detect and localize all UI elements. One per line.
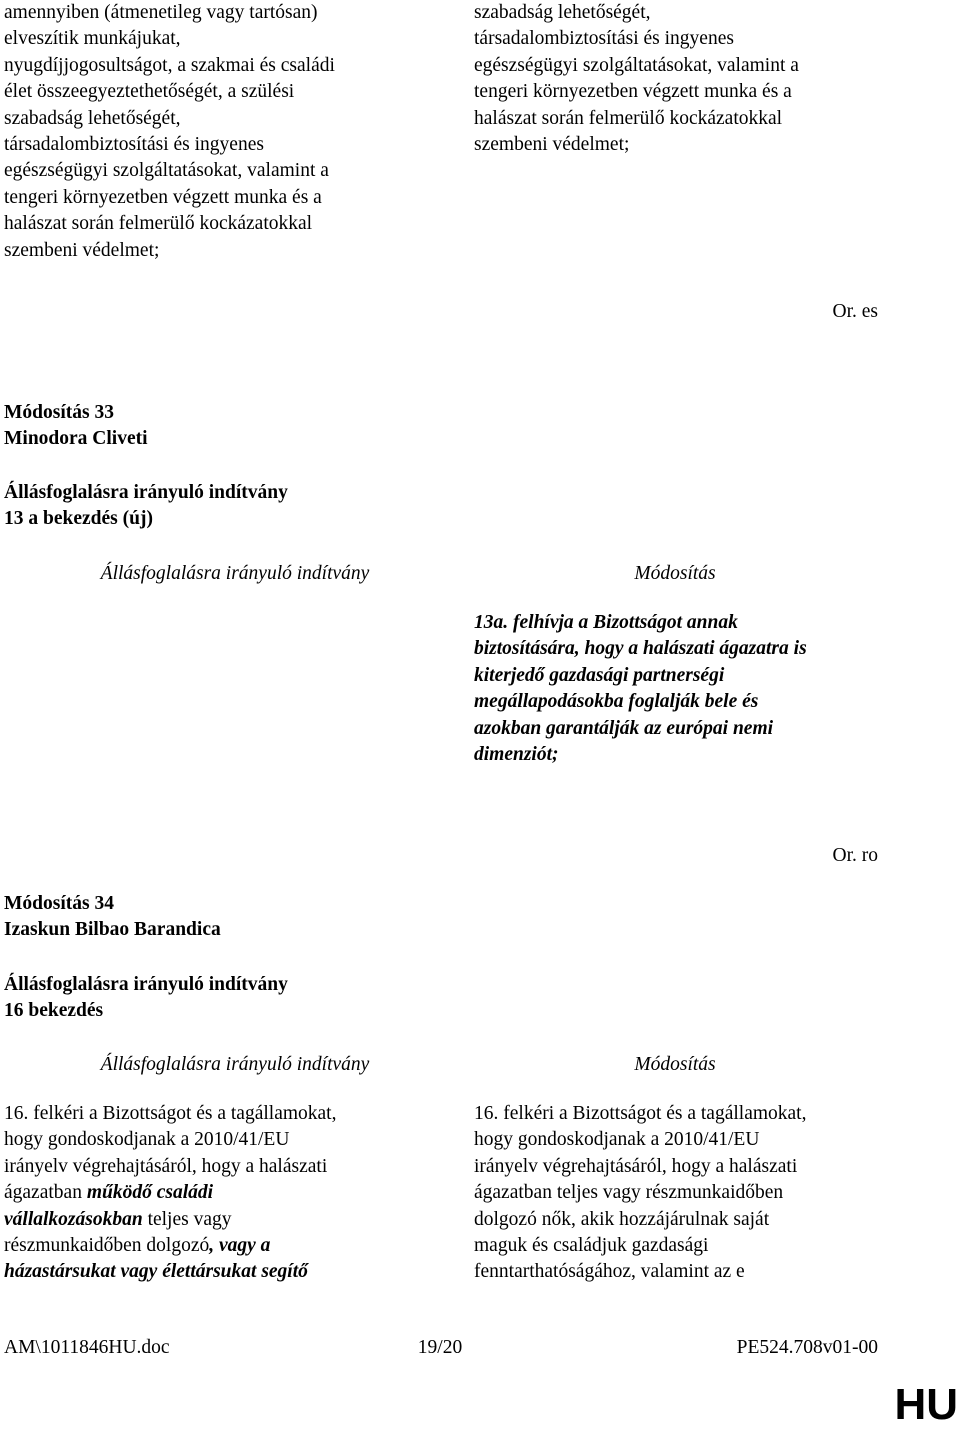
text-line: 13a. felhívja a Bizottságot annak: [474, 612, 738, 633]
text-line: [4, 1207, 336, 1233]
amended-text-33: [474, 610, 807, 768]
text-line: megállapodásokba foglalják bele és: [474, 691, 759, 713]
text-line: dolgozó nők, akik hozzájárulnak saját: [474, 1208, 770, 1230]
amendment-header-33: [4, 400, 148, 453]
column-head-left-34: Állásfoglalásra irányuló indítvány: [100, 1054, 370, 1075]
text-line: 16. felkéri a Bizottságot és a tagállamokat,: [4, 1103, 337, 1124]
text-line: irányelv végrehajtásáról, hogy a halászati: [474, 1155, 798, 1177]
text-line: társadalombiztosítási és ingyenes: [4, 134, 264, 156]
text-line: szabadság lehetőségét,: [474, 2, 651, 23]
text-line: [4, 1233, 336, 1259]
text-run: részmunkaidőben dolgozó: [4, 1235, 210, 1257]
text-line: azokban garantálják az európai nemi: [474, 717, 774, 739]
amendment-author: Minodora Cliveti: [4, 428, 148, 450]
amendment-author: Izaskun Bilbao Barandica: [4, 919, 221, 941]
text-line: elveszítik munkájukat,: [4, 28, 181, 50]
text-line: szabadság lehetőségét,: [4, 107, 181, 129]
text-line: fenntarthatóságához, valamint az e: [474, 1261, 745, 1283]
deleted-text: , vagy a: [209, 1235, 271, 1257]
amendment-header-34: [4, 891, 221, 944]
document-label: Állásfoglalásra irányuló indítvány: [4, 974, 288, 995]
top-left-text: [4, 0, 335, 264]
text-line: kiterjedő gazdasági partnerségi: [474, 664, 725, 686]
text-line: nyugdíjjogosultságot, a szakmai és családi: [4, 54, 335, 76]
text-line: szembeni védelmet;: [4, 239, 160, 261]
text-run: ágazatban: [4, 1182, 87, 1204]
text-line: maguk és családjuk gazdasági: [474, 1235, 709, 1257]
deleted-text: működő családi: [86, 1182, 214, 1204]
text-line: tengeri környezetben végzett munka és a: [474, 81, 792, 103]
amended-text-34: [474, 1101, 806, 1286]
column-head-right-34: Módosítás: [634, 1054, 716, 1075]
paragraph-label: 16 bekezdés: [4, 1000, 104, 1022]
text-line: egészségügyi szolgáltatásokat, valamint a: [4, 160, 329, 182]
paragraph-label: 13 a bekezdés (új): [4, 508, 153, 530]
original-text-34: [4, 1101, 336, 1286]
text-line: biztosítására, hogy a halászati ágazatra is: [474, 638, 807, 660]
text-run: teljes vagy: [142, 1208, 232, 1230]
amendment-title: Módosítás 33: [4, 402, 114, 423]
footer-doc-ref: AM\1011846HU.doc: [4, 1337, 170, 1358]
amendment-target-34: [4, 972, 288, 1025]
column-head-left-33: Állásfoglalásra irányuló indítvány: [100, 563, 370, 584]
footer-pe-ref: PE524.708v01-00: [736, 1337, 878, 1358]
deleted-text: házastársukat vagy élettársukat segítő: [4, 1261, 308, 1283]
original-language-33: Or. es: [832, 301, 878, 322]
top-right-text: [474, 0, 799, 158]
text-line: halászat során felmerülő kockázatokkal: [474, 107, 783, 129]
text-line: amennyiben (átmenetileg vagy tartósan): [4, 2, 318, 23]
text-line: társadalombiztosítási és ingyenes: [474, 28, 734, 50]
deleted-text: vállalkozásokban: [4, 1208, 143, 1230]
original-language-34: Or. ro: [832, 845, 878, 866]
column-head-right-33: Módosítás: [634, 563, 716, 584]
footer-language-code: HU: [894, 1380, 958, 1429]
text-line: dimenziót;: [474, 744, 559, 766]
text-line: szembeni védelmet;: [474, 134, 630, 156]
text-line: halászat során felmerülő kockázatokkal: [4, 213, 313, 235]
text-line: hogy gondoskodjanak a 2010/41/EU: [474, 1129, 760, 1151]
text-line: 16. felkéri a Bizottságot és a tagállamokat,: [474, 1103, 807, 1124]
amendment-title: Módosítás 34: [4, 893, 114, 914]
text-line: egészségügyi szolgáltatásokat, valamint a: [474, 54, 799, 76]
text-line: [4, 1180, 336, 1206]
text-line: hogy gondoskodjanak a 2010/41/EU: [4, 1129, 290, 1151]
footer-page-number: 19/20: [417, 1337, 463, 1358]
text-line: élet összeegyeztethetőségét, a szülési: [4, 81, 295, 103]
amendment-target-33: [4, 480, 288, 533]
text-line: tengeri környezetben végzett munka és a: [4, 186, 322, 208]
document-label: Állásfoglalásra irányuló indítvány: [4, 482, 288, 503]
text-line: ágazatban teljes vagy részmunkaidőben: [474, 1182, 784, 1204]
text-line: irányelv végrehajtásáról, hogy a halászati: [4, 1155, 328, 1177]
